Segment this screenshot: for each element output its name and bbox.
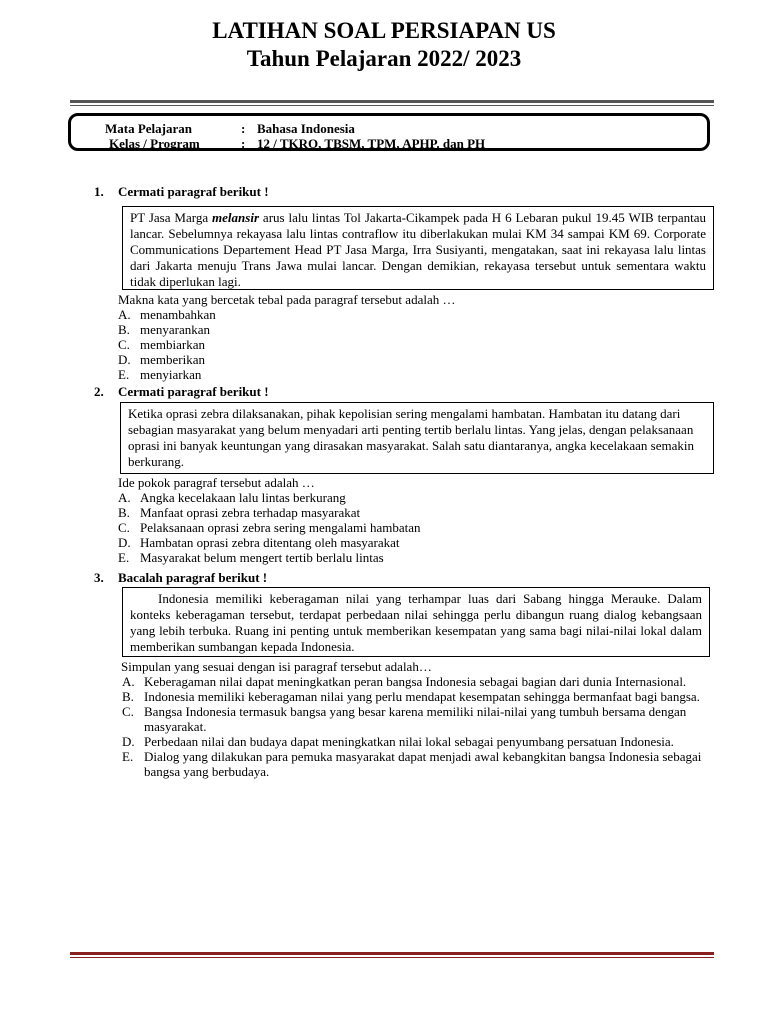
question-1-heading [94,184,269,200]
option-d[interactable]: D. Perbedaan nilai dan budaya dapat meningkatkan nilai lokal sebagai penyumbang persatuan Indonesia. [122,734,674,749]
question-instruction: Bacalah paragraf berikut ! [118,570,268,585]
question-2-stem: Ide pokok paragraf tersebut adalah … [118,475,315,490]
question-instruction: Cermati paragraf berikut ! [118,184,269,199]
page-title [0,17,768,73]
question-number: 3. [94,570,104,585]
option-a[interactable]: A. Angka kecelakaan lalu lintas berkurang [118,490,346,505]
top-divider [70,100,714,103]
option-e[interactable]: E. Masyarakat belum mengert tertib berlalu lintas [118,550,384,565]
question-number: 2. [94,384,104,399]
class-separator: : [241,136,246,151]
option-c[interactable]: C. Pelaksanaan oprasi zebra sering mengalami hambatan [118,520,421,535]
question-1-passage [122,206,714,290]
question-1-options [118,307,708,382]
subject-separator: : [241,121,246,136]
passage-text: PT Jasa Marga [130,210,213,225]
subject-info-box [68,113,710,151]
question-2-heading [94,384,269,400]
passage-text: arus lalu lintas Tol Jakarta-Cikampek pada H 6 Lebaran pukul 19.45 WIB terpantau lancar. Sebelumnya rekayasa lalu lintas contraflow itu diberlakukan mulai KM 34 sampai KM 69. Corporate Communications Departement Head PT Jasa Marga, Irra Susiyanti, mengatakan, saat ini rekayasa lalu lintas dari Jakarta menuju Trans Jawa mulai lancar. Dengan demikian, rekayasa tersebut untuk sementara waktu tidak diperlukan lagi. [130,210,706,289]
top-divider-thin [70,105,714,106]
question-3-options [122,674,716,779]
question-1-stem: Makna kata yang bercetak tebal pada paragraf tersebut adalah … [118,292,456,307]
title-line-1: LATIHAN SOAL PERSIAPAN US [212,18,556,43]
question-number: 1. [94,184,104,199]
option-e[interactable]: E. Dialog yang dilakukan para pemuka masyarakat dapat menjadi awal kebangkitan bangsa Indonesia sebagai bangsa yang berbudaya. [122,749,702,779]
option-b[interactable]: B. Indonesia memiliki keberagaman nilai yang perlu mendapat kesempatan sehingga bermanfaat bagi bangsa. [122,689,700,704]
option-c[interactable]: C. membiarkan [118,337,205,352]
bottom-divider [70,952,714,955]
subject-label: Mata Pelajaran [105,121,193,136]
subject-value: Bahasa Indonesia [257,121,355,136]
question-3-passage: Indonesia memiliki keberagaman nilai yang terhampar luas dari Sabang hingga Merauke. Dalam konteks keberagaman tersebut, terdapat perbedaan nilai sehingga perlu dibangun ruang dialog kebangsaan yang lebih terbuka. Ruang ini penting untuk memberikan kesempatan yang sama bagi nilai-nilai lokal dalam memberikan sumbangan kepada Indonesia. [122,587,710,657]
class-label: Kelas / Program [109,136,200,151]
passage-keyword: melansir [212,210,260,225]
question-3-heading [94,570,267,586]
option-e[interactable]: E. menyiarkan [118,367,202,382]
option-b[interactable]: B. menyarankan [118,322,211,337]
question-2-passage: Ketika oprasi zebra dilaksanakan, pihak kepolisian sering mengalami hambatan. Hambatan itu datang dari sebagian masyarakat yang belum menyadari arti penting tertib berlalu lintas. Yang jelas, dengan pelaksanaan oprasi ini banyak keuntungan yang dirasakan masyarakat. Salah satu diantaranya, angka kecelakaan semakin berkurang. [120,402,714,474]
option-d[interactable]: D. Hambatan oprasi zebra ditentang oleh masyarakat [118,535,400,550]
question-3-stem: Simpulan yang sesuai dengan isi paragraf tersebut adalah… [121,659,432,674]
option-a[interactable]: A. Keberagaman nilai dapat meningkatkan peran bangsa Indonesia sebagai bagian dari dunia Internasional. [122,674,687,689]
question-instruction: Cermati paragraf berikut ! [118,384,269,399]
option-d[interactable]: D. memberikan [118,352,205,367]
option-c[interactable]: C. Bangsa Indonesia termasuk bangsa yang besar karena memiliki nilai-nilai yang tumbuh bersama dengan masyarakat. [122,704,687,734]
option-a[interactable]: A. menambahkan [118,307,216,322]
bottom-divider-thin [70,957,714,958]
title-line-2: Tahun Pelajaran 2022/ 2023 [246,46,522,71]
class-value: 12 / TKRO, TBSM, TPM, APHP. dan PH [257,136,486,151]
question-2-options [118,490,708,565]
option-b[interactable]: B. Manfaat oprasi zebra terhadap masyarakat [118,505,361,520]
